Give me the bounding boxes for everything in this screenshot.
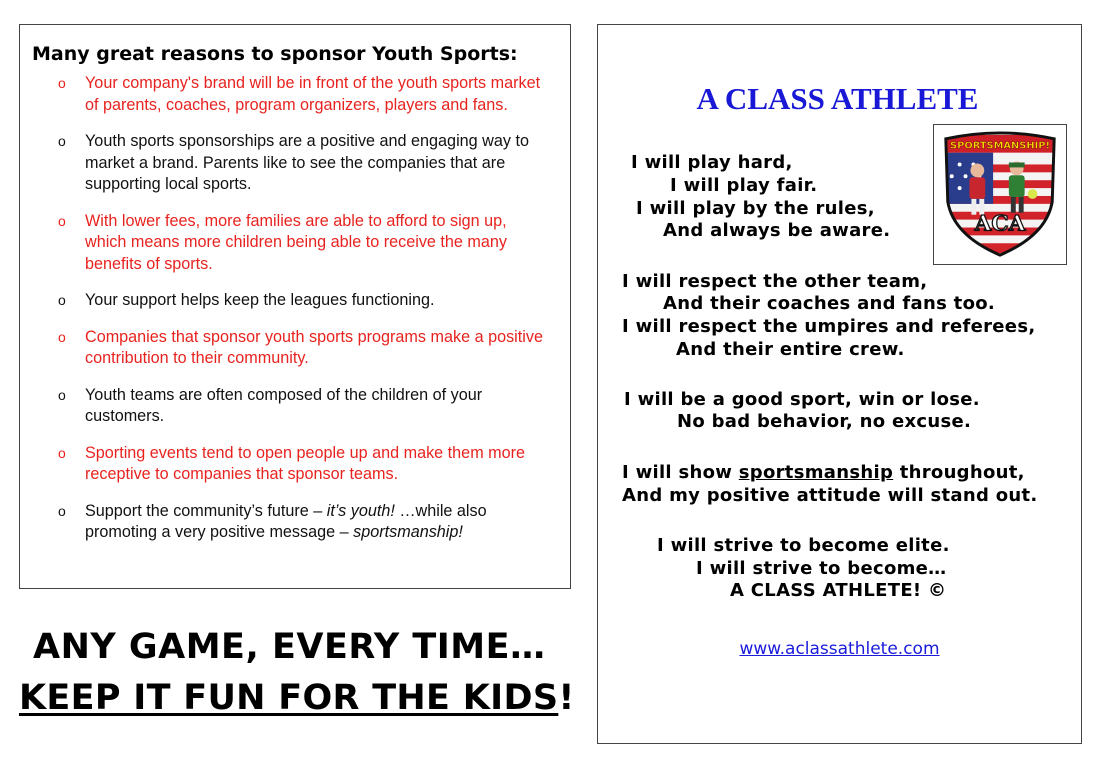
- reason-text: Your company's brand will be in front of the youth sports market of parents, coaches, program organizers, players and fans.: [85, 74, 541, 114]
- reason-text: Youth sports sponsorships are a positive and engaging way to market a brand. Parents like to see the companies that are supporting local sports.: [85, 132, 529, 193]
- reason-text: With lower fees, more families are able to afford to sign up, which means more children being able to receive the many benefits of sports.: [85, 211, 507, 273]
- reason-text: Youth teams are often composed of the children of your customers.: [85, 385, 483, 425]
- pledge-title-text: A CLASS ATHLETE: [696, 81, 979, 116]
- pledge-line: I will play hard,: [631, 152, 793, 173]
- reason-item: [32, 131, 558, 196]
- reason-item: [32, 443, 558, 486]
- pledge-line: I will play by the rules,: [636, 198, 875, 219]
- bullet-icon: o: [58, 444, 66, 461]
- logo-banner-text: SPORTSMANSHIP!: [950, 140, 1050, 152]
- pledge-line: I will play fair.: [670, 175, 818, 196]
- pledge-line: I will strive to become…: [696, 558, 947, 579]
- pledge-line: I will respect the umpires and referees,: [622, 316, 1036, 337]
- pledge-text-part: I will show: [622, 462, 739, 483]
- reason-item: [32, 327, 558, 370]
- reason-text: Companies that sponsor youth sports programs make a positive contribution to their community.: [85, 327, 543, 367]
- slogan-exclamation: !: [558, 678, 575, 718]
- reason-text-part: …while also promoting a very positive message –: [85, 501, 487, 541]
- bullet-icon: o: [58, 212, 66, 229]
- sponsor-reasons-panel: [19, 24, 571, 589]
- bullet-icon: o: [58, 75, 66, 91]
- pledge-panel: [597, 24, 1082, 744]
- slogan-underlined-text: KEEP IT FUN FOR THE KIDS: [19, 678, 559, 718]
- website-link[interactable]: www.aclassathlete.com: [739, 639, 940, 659]
- reason-item: [32, 73, 558, 116]
- bullet-icon: o: [58, 386, 66, 403]
- bullet-icon: o: [58, 292, 66, 308]
- pledge-text-part: throughout,: [893, 462, 1025, 483]
- slogan-line-2: [19, 678, 575, 718]
- pledge-line: And their entire crew.: [676, 339, 905, 360]
- slogan-line-1: ANY GAME, EVERY TIME…: [33, 627, 546, 667]
- reason-text-italic: it’s youth!: [326, 501, 395, 520]
- pledge-line: And their coaches and fans too.: [663, 293, 996, 314]
- sportsmanship-underlined: sportsmanship: [738, 462, 894, 483]
- shield-icon: [934, 125, 1066, 264]
- pledge-line: No bad behavior, no excuse.: [677, 411, 972, 432]
- reason-item: [32, 385, 558, 428]
- sportsmanship-logo: [933, 124, 1067, 265]
- reason-text: Sporting events tend to open people up and make them more receptive to companies that sponsor teams.: [85, 443, 526, 483]
- reason-text-part: Support the community’s future –: [85, 501, 327, 520]
- reason-text-italic: sportsmanship!: [353, 523, 463, 541]
- pledge-line: And always be aware.: [663, 220, 891, 241]
- sponsor-reasons-list: [32, 73, 558, 544]
- reason-item: [32, 211, 558, 276]
- bullet-icon: o: [58, 502, 66, 519]
- pledge-line: And my positive attitude will stand out.: [622, 485, 1038, 506]
- pledge-line: [622, 462, 1025, 483]
- reason-item-last: [32, 501, 558, 544]
- bullet-icon: o: [58, 133, 66, 149]
- sponsor-reasons-title: Many great reasons to sponsor Youth Sports:: [32, 43, 518, 65]
- reason-text: Your support helps keep the leagues functioning.: [85, 291, 435, 309]
- pledge-line: A CLASS ATHLETE! ©: [730, 580, 947, 601]
- reason-item: [32, 290, 558, 312]
- pledge-line: I will respect the other team,: [622, 271, 928, 292]
- pledge-title: [598, 81, 1081, 117]
- logo-letters-text: ACA: [974, 211, 1026, 237]
- bullet-icon: o: [58, 328, 66, 345]
- pledge-line: I will strive to become elite.: [657, 535, 950, 556]
- pledge-line: I will be a good sport, win or lose.: [624, 389, 980, 410]
